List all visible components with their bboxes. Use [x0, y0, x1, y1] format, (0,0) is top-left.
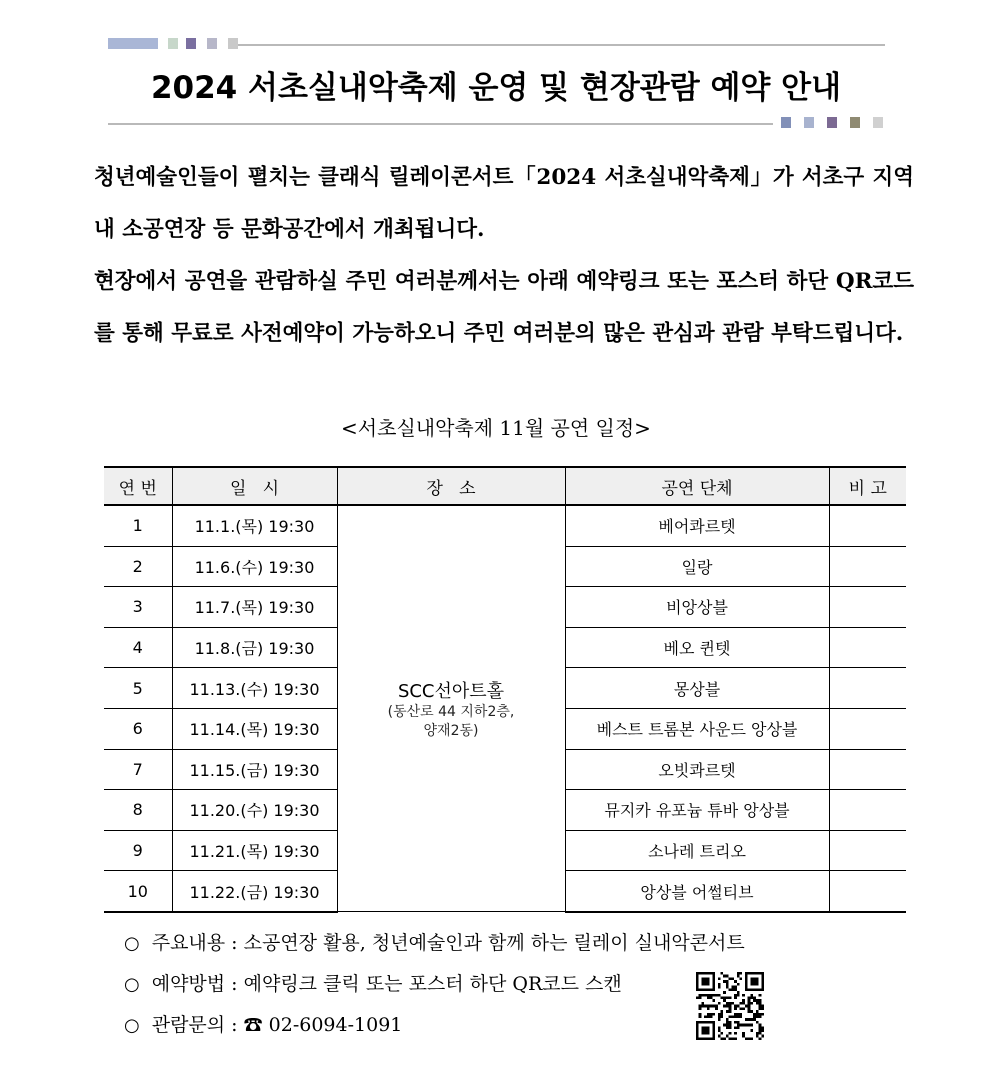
- qr-module: [750, 1029, 753, 1032]
- qr-module: [707, 1013, 710, 1016]
- note-item-content: [124, 928, 745, 969]
- qr-module: [759, 1007, 762, 1010]
- cell-group: 베오 퀸텟: [565, 627, 829, 668]
- qr-module: [715, 994, 718, 997]
- qr-module: [734, 1032, 737, 1035]
- cell-no: 5: [104, 668, 172, 709]
- qr-module: [740, 1024, 743, 1027]
- qr-module: [756, 1010, 759, 1013]
- qr-module: [731, 1037, 734, 1040]
- cell-no: 6: [104, 708, 172, 749]
- cell-group: 뮤지카 유포늄 튜바 앙상블: [565, 790, 829, 831]
- cell-note: [829, 708, 906, 749]
- cell-datetime: 11.7.(목) 19:30: [172, 587, 337, 628]
- qr-module: [726, 1010, 729, 1013]
- qr-module: [699, 1007, 702, 1010]
- cell-no: 8: [104, 790, 172, 831]
- qr-module: [720, 996, 723, 999]
- qr-module: [737, 975, 740, 978]
- qr-module: [737, 1016, 740, 1019]
- qr-module: [726, 986, 729, 989]
- qr-module: [734, 980, 737, 983]
- cell-group: 베스트 트롬본 사운드 앙상블: [565, 708, 829, 749]
- qr-module: [723, 996, 726, 999]
- qr-module: [734, 994, 737, 997]
- qr-module: [731, 1002, 734, 1005]
- qr-module: [748, 1005, 751, 1008]
- qr-module: [726, 1002, 729, 1005]
- qr-module: [723, 1024, 726, 1027]
- qr-module: [742, 1035, 745, 1038]
- qr-module: [726, 1026, 729, 1029]
- qr-module: [756, 1002, 759, 1005]
- qr-module: [740, 972, 743, 975]
- header-venue: 장 소: [337, 467, 565, 505]
- qr-module: [731, 986, 734, 989]
- cell-datetime: 11.13.(수) 19:30: [172, 668, 337, 709]
- qr-module: [759, 1016, 762, 1019]
- qr-module: [723, 975, 726, 978]
- header-swatch: [804, 117, 814, 128]
- intro-text: [94, 152, 914, 360]
- qr-module: [718, 1013, 721, 1016]
- qr-module: [734, 1016, 737, 1019]
- schedule-title: <서초실내악축제 11월 공연 일정>: [341, 416, 651, 440]
- qr-module: [745, 1005, 748, 1008]
- qr-module: [729, 977, 732, 980]
- qr-module: [756, 999, 759, 1002]
- cell-no: 7: [104, 749, 172, 790]
- cell-datetime: 11.20.(수) 19:30: [172, 790, 337, 831]
- qr-module: [759, 1026, 762, 1029]
- cell-note: [829, 790, 906, 831]
- cell-no: 1: [104, 505, 172, 546]
- qr-module: [729, 1024, 732, 1027]
- cell-no: 2: [104, 546, 172, 587]
- qr-module: [729, 1016, 732, 1019]
- qr-module: [718, 983, 721, 986]
- qr-module: [696, 996, 699, 999]
- qr-module: [729, 1026, 732, 1029]
- cell-note: [829, 830, 906, 871]
- cell-datetime: 11.22.(금) 19:30: [172, 871, 337, 912]
- qr-module: [723, 980, 726, 983]
- cell-group: 소나레 트리오: [565, 830, 829, 871]
- qr-module: [707, 1007, 710, 1010]
- qr-module: [761, 1026, 764, 1029]
- qr-module: [715, 1007, 718, 1010]
- qr-module: [729, 1010, 732, 1013]
- qr-module: [737, 991, 740, 994]
- qr-module: [707, 1005, 710, 1008]
- cell-note: [829, 627, 906, 668]
- qr-module: [759, 1037, 762, 1040]
- qr-module: [753, 1016, 756, 1019]
- qr-module: [742, 1007, 745, 1010]
- qr-module: [726, 1018, 729, 1021]
- cell-datetime: 11.6.(수) 19:30: [172, 546, 337, 587]
- bullet-circle-icon: ○: [124, 933, 140, 954]
- qr-module: [720, 1032, 723, 1035]
- cell-no: 3: [104, 587, 172, 628]
- qr-module: [753, 1018, 756, 1021]
- venue-address-line2: 양재2동): [423, 722, 479, 739]
- qr-module: [699, 996, 702, 999]
- qr-module: [712, 1013, 715, 1016]
- qr-module: [759, 1005, 762, 1008]
- cell-note: [829, 871, 906, 912]
- qr-module: [718, 1002, 721, 1005]
- qr-module: [745, 1037, 748, 1040]
- qr-module: [710, 1016, 713, 1019]
- qr-module: [734, 986, 737, 989]
- qr-module: [740, 1007, 743, 1010]
- qr-module: [737, 1024, 740, 1027]
- qr-module: [742, 1002, 745, 1005]
- cell-group: 일랑: [565, 546, 829, 587]
- qr-module: [742, 1024, 745, 1027]
- qr-module: [748, 1007, 751, 1010]
- qr-module: [753, 999, 756, 1002]
- qr-module: [759, 994, 762, 997]
- header-datetime: 일 시: [172, 467, 337, 505]
- qr-module: [740, 977, 743, 980]
- qr-module: [726, 996, 729, 999]
- qr-module: [720, 1037, 723, 1040]
- note-item-contact: [124, 1010, 745, 1051]
- qr-module: [731, 977, 734, 980]
- qr-module: [726, 1024, 729, 1027]
- cell-note: [829, 505, 906, 546]
- qr-module: [710, 996, 713, 999]
- cell-group: 오빗콰르텟: [565, 749, 829, 790]
- cell-datetime: 11.8.(금) 19:30: [172, 627, 337, 668]
- qr-module: [704, 994, 707, 997]
- qr-module: [734, 1013, 737, 1016]
- qr-module: [750, 1037, 753, 1040]
- qr-module: [734, 1026, 737, 1029]
- qr-module: [750, 996, 753, 999]
- qr-module: [718, 1018, 721, 1021]
- qr-module: [759, 1024, 762, 1027]
- qr-module: [707, 996, 710, 999]
- qr-module: [720, 1010, 723, 1013]
- qr-module: [723, 991, 726, 994]
- venue-name: SCC선아트홀: [397, 680, 505, 702]
- header-note: 비 고: [829, 467, 906, 505]
- qr-module: [761, 1013, 764, 1016]
- qr-module: [726, 1035, 729, 1038]
- qr-module: [710, 1013, 713, 1016]
- qr-module: [745, 1024, 748, 1027]
- schedule-table: [104, 466, 906, 913]
- cell-datetime: 11.15.(금) 19:30: [172, 749, 337, 790]
- qr-module: [759, 999, 762, 1002]
- qr-module: [723, 1037, 726, 1040]
- qr-module: [723, 999, 726, 1002]
- header-swatch: [228, 38, 238, 49]
- header-swatch: [873, 117, 883, 128]
- qr-module: [734, 1005, 737, 1008]
- qr-module: [707, 994, 710, 997]
- qr-module: [742, 994, 745, 997]
- cell-datetime: 11.21.(목) 19:30: [172, 830, 337, 871]
- header-bottom-line: [108, 123, 773, 125]
- qr-module: [759, 1032, 762, 1035]
- qr-module: [723, 1005, 726, 1008]
- qr-module: [761, 1035, 764, 1038]
- intro-paragraph-1: 청년예술인들이 펼치는 클래식 릴레이콘서트「2024 서초실내악축제」가 서초구 지역 내 소공연장 등 문화공간에서 개최됩니다.: [94, 165, 914, 242]
- header-swatch: [207, 38, 217, 49]
- qr-module: [710, 994, 713, 997]
- cell-no: 9: [104, 830, 172, 871]
- venue-address-line1: (동산로 44 지하2층,: [387, 703, 515, 720]
- qr-module: [734, 988, 737, 991]
- qr-module: [718, 1029, 721, 1032]
- header-group: 공연 단체: [565, 467, 829, 505]
- qr-module: [729, 988, 732, 991]
- qr-module: [759, 1013, 762, 1016]
- qr-module: [750, 1002, 753, 1005]
- qr-module: [737, 983, 740, 986]
- qr-module: [753, 996, 756, 999]
- qr-module: [701, 1002, 704, 1005]
- qr-module: [748, 999, 751, 1002]
- cell-group: 베어콰르텟: [565, 505, 829, 546]
- header-swatch: [168, 38, 178, 49]
- qr-module: [718, 1016, 721, 1019]
- qr-module: [740, 1002, 743, 1005]
- bullet-circle-icon: ○: [124, 974, 140, 995]
- qr-module: [726, 1021, 729, 1024]
- header-swatch: [827, 117, 837, 128]
- header-swatch: [850, 117, 860, 128]
- qr-module: [756, 1021, 759, 1024]
- qr-module: [748, 996, 751, 999]
- qr-module: [748, 1037, 751, 1040]
- cell-no: 10: [104, 871, 172, 912]
- qr-module: [720, 1013, 723, 1016]
- qr-module: [753, 1013, 756, 1016]
- qr-module: [726, 1005, 729, 1008]
- qr-module: [720, 1016, 723, 1019]
- cell-datetime: 11.14.(목) 19:30: [172, 708, 337, 749]
- qr-module: [699, 1016, 702, 1019]
- qr-module: [759, 1029, 762, 1032]
- qr-module: [720, 972, 723, 975]
- qr-module: [737, 1021, 740, 1024]
- qr-module: [737, 972, 740, 975]
- qr-module: [750, 1024, 753, 1027]
- qr-module: [750, 1010, 753, 1013]
- qr-module: [750, 1018, 753, 1021]
- cell-group: 비앙상블: [565, 587, 829, 628]
- qr-module: [729, 1002, 732, 1005]
- qr-module: [761, 1007, 764, 1010]
- intro-paragraph-2: 현장에서 공연을 관람하실 주민 여러분께서는 아래 예약링크 또는 포스터 하단 QR코드를 통해 무료로 사전예약이 가능하오니 주민 여러분의 많은 관심과 관람 부탁드립니다.: [94, 269, 914, 346]
- page-title: 2024 서초실내악축제 운영 및 현장관람 예약 안내: [150, 70, 842, 106]
- cell-datetime: 11.1.(목) 19:30: [172, 505, 337, 546]
- qr-module: [759, 1002, 762, 1005]
- qr-module: [748, 1002, 751, 1005]
- qr-module: [734, 1037, 737, 1040]
- cell-note: [829, 587, 906, 628]
- qr-module: [726, 975, 729, 978]
- qr-module: [756, 1016, 759, 1019]
- cell-no: 4: [104, 627, 172, 668]
- note-text: 주요내용 : 소공연장 활용, 청년예술인과 함께 하는 릴레이 실내악콘서트: [151, 932, 745, 954]
- qr-module: [701, 1005, 704, 1008]
- qr-module: [704, 1005, 707, 1008]
- qr-module: [712, 1005, 715, 1008]
- header-color-bar: [108, 38, 158, 49]
- cell-note: [829, 668, 906, 709]
- note-text: 관람문의 : ☎ 02-6094-1091: [151, 1014, 403, 1036]
- qr-module: [740, 1016, 743, 1019]
- cell-venue: [337, 505, 565, 912]
- table-header-row: [104, 467, 906, 505]
- qr-module: [745, 1018, 748, 1021]
- qr-module: [756, 1013, 759, 1016]
- qr-module: [729, 1021, 732, 1024]
- qr-module: [715, 1005, 718, 1008]
- qr-module: [712, 994, 715, 997]
- qr-module: [718, 1035, 721, 1038]
- header-no: 연 번: [104, 467, 172, 505]
- qr-module: [742, 1032, 745, 1035]
- qr-module: [734, 996, 737, 999]
- qr-module: [729, 1032, 732, 1035]
- qr-module: [699, 1013, 702, 1016]
- qr-module: [718, 994, 721, 997]
- header-swatch: [781, 117, 791, 128]
- qr-module: [740, 1013, 743, 1016]
- qr-module: [699, 1005, 702, 1008]
- qr-module: [731, 1016, 734, 1019]
- note-item-reservation: [124, 969, 745, 1010]
- cell-group: 앙상블 어썰티브: [565, 871, 829, 912]
- notes-list: [124, 928, 745, 1051]
- qr-module: [707, 1016, 710, 1019]
- qr-module: [737, 1005, 740, 1008]
- qr-module: [737, 994, 740, 997]
- qr-module: [734, 1021, 737, 1024]
- qr-module: [729, 1037, 732, 1040]
- qr-module: [726, 983, 729, 986]
- qr-module: [710, 1005, 713, 1008]
- header-swatch: [186, 38, 196, 49]
- qr-module: [718, 977, 721, 980]
- qr-module: [737, 1013, 740, 1016]
- qr-module: [748, 1024, 751, 1027]
- qr-module: [712, 999, 715, 1002]
- qr-module: [756, 1035, 759, 1038]
- qr-module: [750, 994, 753, 997]
- note-text: 예약방법 : 예약링크 클릭 또는 포스터 하단 QR코드 스캔: [151, 973, 622, 995]
- table-row: [104, 505, 906, 546]
- qr-module: [756, 1032, 759, 1035]
- qr-module: [729, 1007, 732, 1010]
- qr-module: [718, 986, 721, 989]
- qr-module: [748, 1010, 751, 1013]
- header-top-line: [230, 44, 885, 46]
- qr-module: [699, 994, 702, 997]
- bullet-circle-icon: ○: [124, 1015, 140, 1036]
- qr-module: [729, 996, 732, 999]
- qr-module: [734, 1007, 737, 1010]
- qr-module: [761, 1029, 764, 1032]
- qr-module: [701, 994, 704, 997]
- qr-module: [731, 988, 734, 991]
- qr-module: [737, 1026, 740, 1029]
- qr-module: [761, 1005, 764, 1008]
- qr-module: [704, 1016, 707, 1019]
- qr-module: [742, 999, 745, 1002]
- qr-module: [726, 980, 729, 983]
- cell-group: 몽상블: [565, 668, 829, 709]
- qr-module: [729, 1005, 732, 1008]
- cell-note: [829, 749, 906, 790]
- cell-note: [829, 546, 906, 587]
- qr-module: [748, 1018, 751, 1021]
- qr-code-icon[interactable]: [696, 972, 764, 1040]
- qr-module: [718, 1026, 721, 1029]
